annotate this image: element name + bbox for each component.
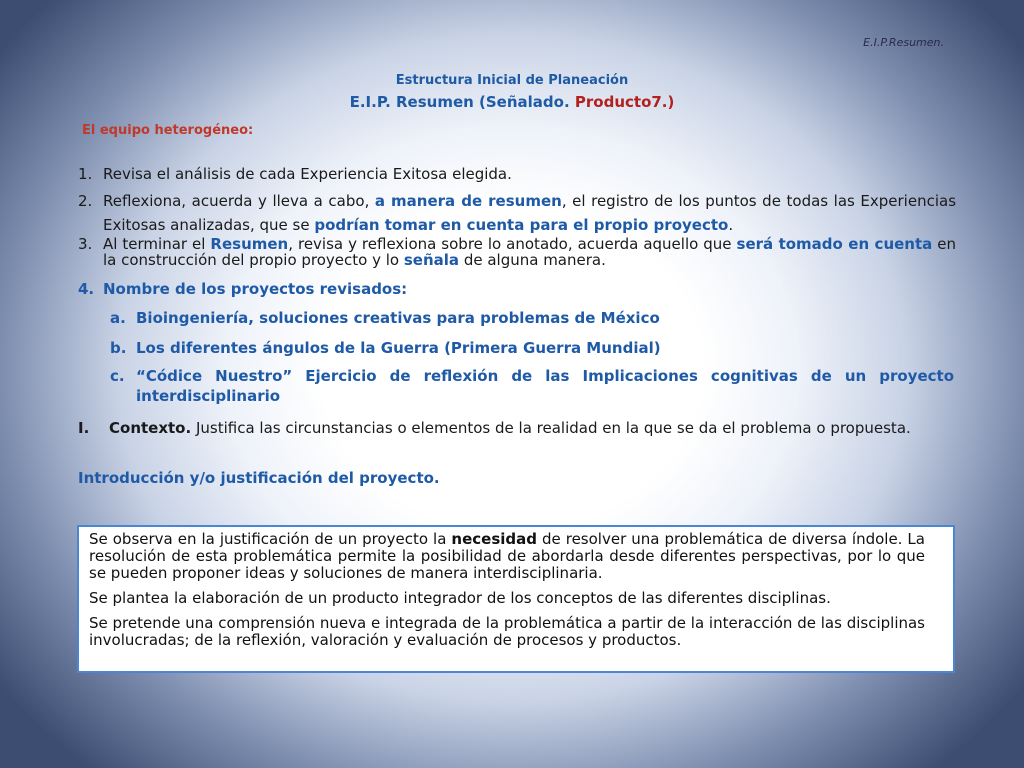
step-2-part-c: , el registro de los puntos de todas las Experiencias Exitosas analizadas, que se (103, 192, 957, 234)
context-label: Contexto. (109, 419, 192, 437)
title-line-2-product: Producto7.) (574, 93, 675, 111)
step-2-highlight-resumen: a manera de resumen (374, 192, 562, 210)
context-text (109, 418, 938, 438)
title-line-2 (0, 93, 1024, 111)
step-4-number: 4. (78, 280, 95, 298)
step-1-number: 1. (78, 165, 93, 183)
corner-label: E.I.P.Resumen. (863, 36, 944, 49)
step-3-highlight-senala: señala (403, 251, 460, 269)
step-4 (78, 279, 956, 299)
step-3-number: 3. (78, 235, 93, 253)
title-line-1: Estructura Inicial de Planeación (395, 73, 629, 88)
summary-paragraph-3: Se pretende una comprensión nueva e integrada de la problemática a partir de la interacción de las disciplinas involucradas; de la reflexión, valoración y evaluación de procesos y productos. (89, 614, 925, 649)
project-title: “Códice Nuestro” Ejercicio de reflexión de las Implicaciones cognitivas de un proyecto interdisciplinario (136, 367, 954, 405)
step-2-part-e: . (728, 216, 734, 234)
context-description: Justifica las circunstancias o elementos de la realidad en la que se da el problema o propuesta. (191, 419, 911, 437)
step-2-highlight-proyecto: podrían tomar en cuenta para el propio proyecto (314, 216, 729, 234)
context-number: I. (78, 419, 90, 437)
step-2-part-a: Reflexiona, acuerda y lleva a cabo, (103, 192, 375, 210)
project-item (110, 338, 954, 358)
project-item (110, 366, 954, 406)
summary-p1-part-a: Se observa en la justificación de un proyecto la (89, 530, 452, 548)
summary-paragraph-1 (89, 531, 925, 582)
step-3-part-g: de alguna manera. (459, 251, 606, 269)
step-1 (78, 164, 956, 184)
summary-box (77, 525, 955, 673)
step-3 (78, 236, 956, 268)
summary-paragraph-2: Se plantea la elaboración de un producto integrador de los conceptos de las diferentes disciplinas. (89, 589, 831, 607)
step-3-highlight-resumen: Resumen (210, 235, 289, 253)
project-letter: a. (110, 309, 126, 327)
project-letter: b. (110, 339, 127, 357)
step-2-number: 2. (78, 192, 93, 210)
summary-p1-part-c: de resolver una problemática de diversa índole. La resolución de esta problemática permite la posibilidad de abordarla desde diferentes perspectivas, por lo que se pueden proponer ideas y soluciones de manera interdisciplinaria. (89, 530, 925, 582)
step-4-text: Nombre de los proyectos revisados: (103, 280, 408, 298)
step-1-text: Revisa el análisis de cada Experiencia Exitosa elegida. (103, 165, 512, 183)
step-3-text (103, 236, 956, 268)
project-item (110, 308, 954, 328)
step-3-part-a: Al terminar el (103, 235, 211, 253)
summary-p1-necesidad: necesidad (451, 530, 537, 548)
title-line-2-main: E.I.P. Resumen (Señalado. (349, 93, 575, 111)
step-2 (78, 189, 956, 237)
project-title: Los diferentes ángulos de la Guerra (Primera Guerra Mundial) (136, 339, 661, 357)
step-3-part-e: en la construcción del propio proyecto y lo (103, 235, 956, 269)
step-2-text (103, 189, 956, 237)
team-label: El equipo heterogéneo: (82, 123, 254, 138)
project-title: Bioingeniería, soluciones creativas para problemas de México (136, 309, 660, 327)
step-3-part-c: , revisa y reflexiona sobre lo anotado, acuerda aquello que (288, 235, 737, 253)
project-letter: c. (110, 367, 125, 385)
intro-heading: Introducción y/o justificación del proyecto. (78, 469, 440, 487)
step-3-highlight-tomado: será tomado en cuenta (736, 235, 933, 253)
context-item (78, 418, 938, 438)
